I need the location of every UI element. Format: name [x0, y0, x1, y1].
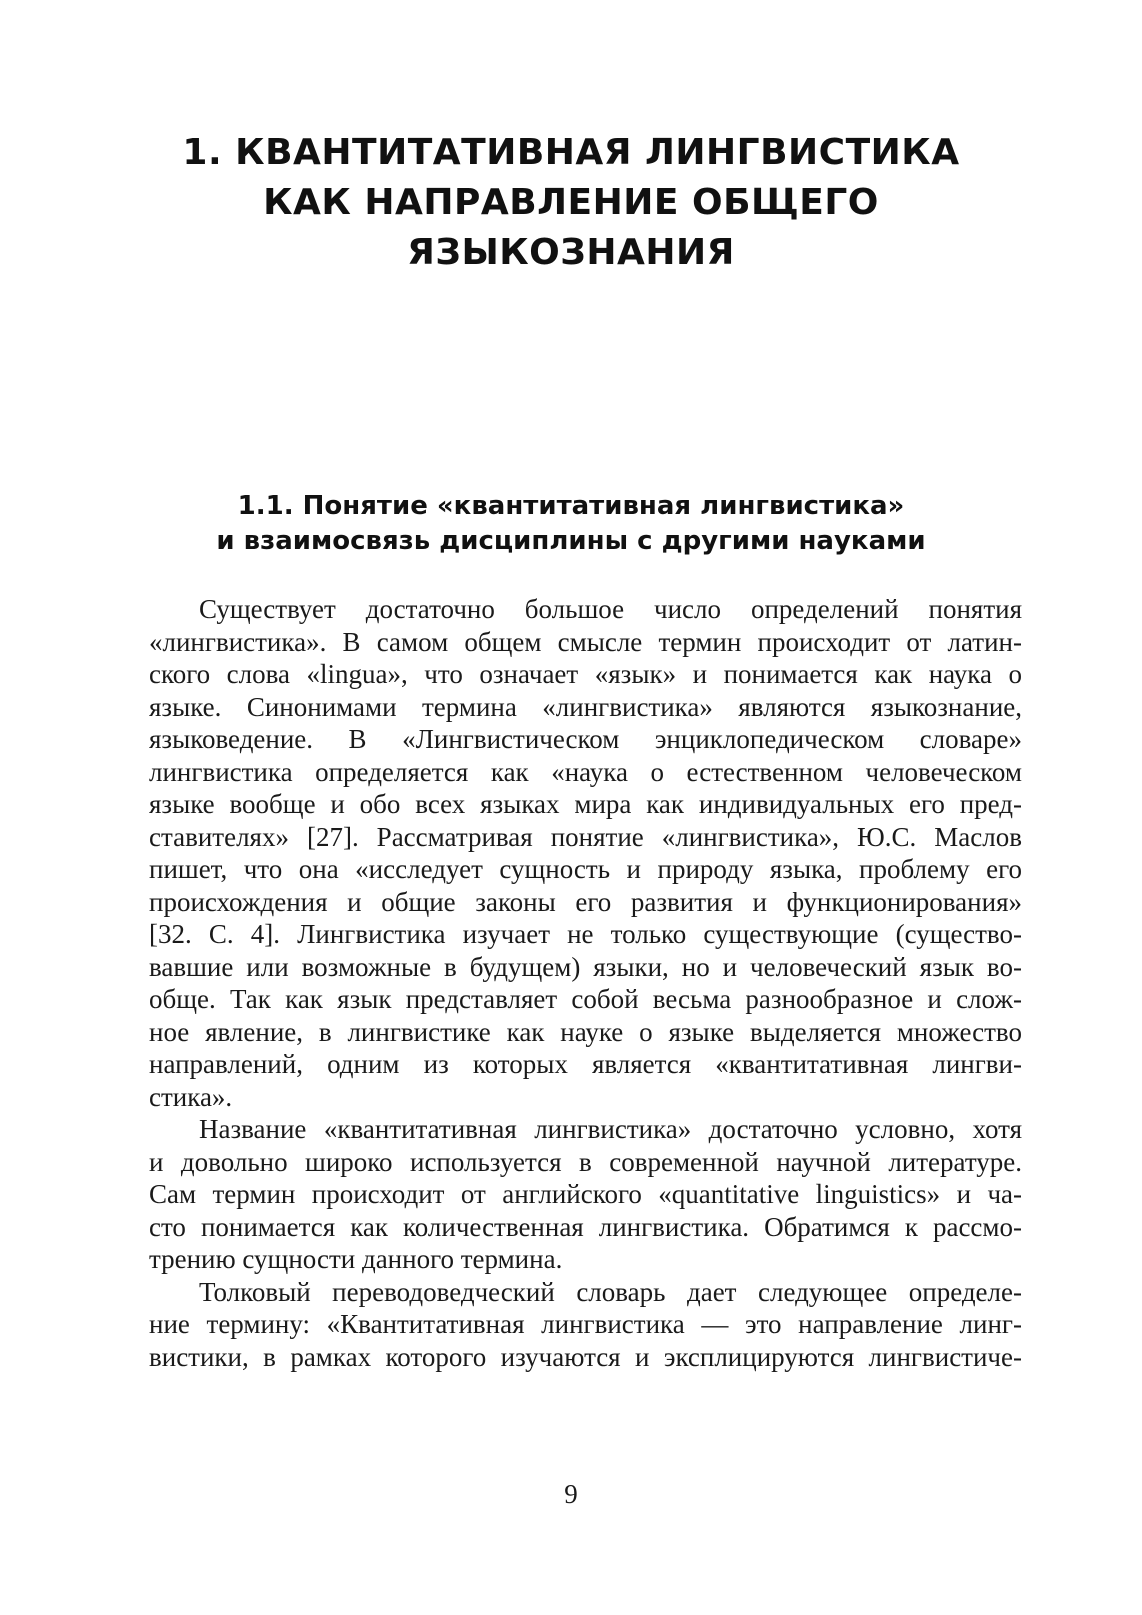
text-line: Толковый переводоведческий словарь дает следующее определе- [199, 1276, 1022, 1307]
body-text [149, 593, 1022, 1373]
text-line: языковедение. В «Лингвистическом энциклопедическом словаре» [149, 724, 1022, 754]
text-line: и довольно широко используется в современной научной литературе. [149, 1146, 1022, 1177]
text-line: вавшие или возможные в будущем) языки, но и человеческий язык во- [149, 951, 1022, 982]
text-line: ние термину: «Квантитативная лингвистика — это направление линг- [149, 1309, 1022, 1339]
chapter-title [120, 128, 1022, 278]
text-line: пишет, что она «исследует сущность и природу языка, проблему его [149, 854, 1022, 884]
section-title-line: и взаимосвязь дисциплины с другими науками [216, 526, 926, 556]
text-line: сто понимается как количественная лингвистика. Обратимся к рассмо- [149, 1211, 1022, 1242]
text-line: обще. Так как язык представляет собой весьма разнообразное и слож- [149, 984, 1022, 1014]
text-line: ского слова «lingua», что означает «язык» и понимается как наука о [149, 659, 1022, 689]
text-line: Сам термин происходит от английского «quantitative linguistics» и ча- [149, 1179, 1022, 1209]
text-line: происхождения и общие законы его развития и функционирования» [149, 886, 1022, 917]
text-line: Название «квантитативная лингвистика» достаточно условно, хотя [199, 1114, 1022, 1144]
paragraph [149, 1113, 1022, 1276]
paragraph [149, 593, 1022, 1113]
text-line: трению сущности данного термина. [149, 1244, 563, 1274]
text-line: ставителях» [27]. Рассматривая понятие «лингвистика», Ю.С. Маслов [149, 821, 1022, 852]
text-line: языке вообще и обо всех языках мира как индивидуальных его пред- [149, 789, 1022, 819]
chapter-title-line: ЯЗЫКОЗНАНИЯ [407, 232, 735, 273]
text-line: языке. Синонимами термина «лингвистика» являются языкознание, [149, 691, 1022, 722]
text-line: вистики, в рамках которого изучаются и эксплицируются лингвистиче- [149, 1341, 1022, 1372]
section-title-line: 1.1. Понятие «квантитативная лингвистика» [237, 491, 905, 521]
text-line: направлений, одним из которых является «квантитативная лингви- [149, 1049, 1022, 1079]
page-number: 9 [564, 1479, 578, 1509]
text-line: Существует достаточно большое число определений понятия [199, 594, 1022, 624]
chapter-title-line: КАК НАПРАВЛЕНИЕ ОБЩЕГО [263, 182, 879, 223]
chapter-title-line: 1. КВАНТИТАТИВНАЯ ЛИНГВИСТИКА [182, 132, 960, 173]
section-title [120, 489, 1022, 559]
text-line: [32. С. 4]. Лингвистика изучает не только существующие (существо- [149, 919, 1022, 949]
paragraph [149, 1276, 1022, 1374]
text-line: стика». [149, 1081, 233, 1112]
text-line: ное явление, в лингвистике как науке о языке выделяется множество [149, 1016, 1022, 1047]
text-line: «лингвистика». В самом общем смысле термин происходит от латин- [149, 626, 1022, 657]
text-line: лингвистика определяется как «наука о естественном человеческом [149, 756, 1022, 787]
